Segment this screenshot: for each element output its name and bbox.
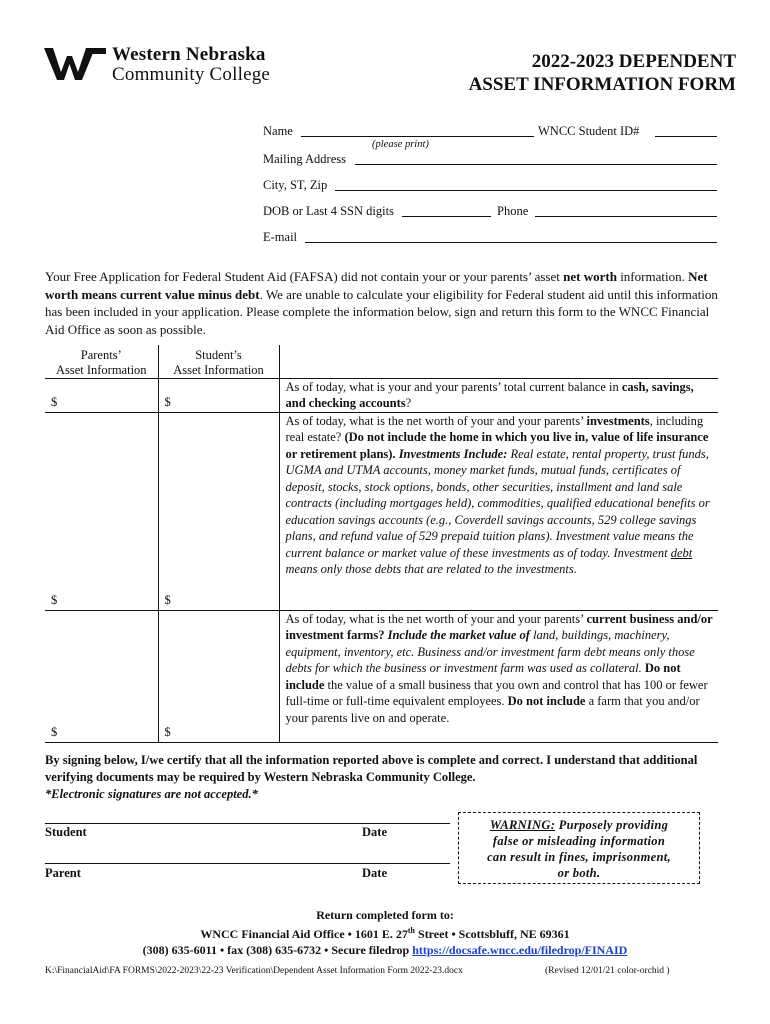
city-field[interactable] (335, 190, 717, 191)
asset-table (45, 345, 718, 743)
city-label: City, ST, Zip (263, 178, 328, 192)
title-line2: ASSET INFORMATION FORM (468, 74, 736, 95)
filedrop-link[interactable]: https://docsafe.wncc.edu/filedrop/FINAID (412, 943, 628, 957)
dob-field[interactable] (402, 216, 491, 217)
parent-signature-label: Parent (45, 866, 81, 880)
mailing-address-field[interactable] (355, 164, 717, 165)
return-address: WNCC Financial Aid Office • 1601 E. 27th Street • Scottsbluff, NE 69361 (200, 926, 570, 941)
parents-column-header: Parents’ Asset Information (45, 345, 158, 378)
logo-text-line1: Western Nebraska (112, 44, 266, 65)
student-id-field[interactable] (655, 136, 717, 137)
student-signature-line[interactable] (45, 823, 450, 824)
parents-cash-input[interactable]: $ (45, 378, 158, 412)
print-hint: (please print) (372, 139, 429, 150)
parent-signature-line[interactable] (45, 863, 450, 864)
phone-field[interactable] (535, 216, 717, 217)
return-contact: (308) 635-6011 • fax (308) 635-6732 • Secure filedrop https://docsafe.wncc.edu/filedrop/FINAID (142, 943, 628, 957)
parents-business-input[interactable]: $ (45, 610, 158, 742)
title-line1: 2022-2023 DEPENDENT (531, 51, 736, 72)
students-cash-input[interactable]: $ (158, 378, 279, 412)
return-heading: Return completed form to: (316, 908, 454, 922)
parent-date-label: Date (362, 866, 387, 880)
name-field[interactable] (301, 136, 534, 137)
student-signature-label: Student (45, 825, 87, 839)
students-investments-input[interactable]: $ (158, 412, 279, 610)
parents-investments-input[interactable]: $ (45, 412, 158, 610)
students-column-header: Student’s Asset Information (158, 345, 279, 378)
mailing-address-label: Mailing Address (263, 152, 346, 166)
student-id-label: WNCC Student ID# (538, 124, 640, 138)
form-title (469, 50, 736, 96)
warning-box: WARNING: Purposely providing false or misleading information can result in fines, imprisonment, or both. (458, 812, 700, 884)
question-business: As of today, what is the net worth of your and your parents’ current business and/or investment farms? Include the market value of land, buildings, machinery, equipment, inventory, etc. Business and/or investment farm debt means only those debts for which the business or investment farm was used as collateral. Do not include the value of a small business that you own and control that has 100 or fewer full-time or full-time equivalent employees. Do not include a farm that you and/or your parents live on and operate. (279, 610, 718, 742)
intro-paragraph: Your Free Application for Federal Student Aid (FAFSA) did not contain your or your parents’ asset net worth information. Net worth means current value minus debt. We are unable to calculate your eligibility for Federal student aid until this information has been included in your application. Please complete the information below, sign and return this form to the WNCC Financial Aid Office as soon as possible. (45, 269, 718, 337)
student-date-label: Date (362, 825, 387, 839)
footer-path: K:\FinancialAid\FA FORMS\2022-2023\22-23 Verification\Dependent Asset Information Form 2022-23.docx (45, 966, 463, 976)
question-cash: As of today, what is your and your parents’ total current balance in cash, savings, and checking accounts? (279, 378, 718, 412)
dob-label: DOB or Last 4 SSN digits (263, 204, 394, 218)
footer-revised: (Revised 12/01/21 color-orchid ) (545, 966, 670, 976)
name-label: Name (263, 124, 293, 138)
logo-text-line2: Community College (112, 64, 271, 85)
email-label: E-mail (263, 230, 298, 244)
question-investments: As of today, what is the net worth of your and your parents’ investments, including real estate? (Do not include the home in which you live in, value of life insurance or retirement plans). Investments Include: Real estate, rental property, trust funds, UGMA and UTMA accounts, money market funds, mutual funds, certificates of deposit, stocks, stock options, bonds, other securities, installment and land sale contracts (including mortgages held), commodities, qualified educational benefits or education savings accounts (e.g., Coverdell savings accounts, 529 college savings plans, and refund value of 529 prepaid tuition plans). Investment value means the current balance or market value of these investments as of today. Investment debt means only those debts that are related to the investments. (279, 412, 718, 610)
return-info (0, 907, 770, 958)
phone-label: Phone (497, 204, 529, 218)
certification-text: By signing below, I/we certify that all the information reported above is complete and correct. I understand that additional verifying documents may be required by Western Nebraska Community College. *Electronic signatures are not accepted.* (45, 753, 698, 801)
wncc-logo-mark (44, 46, 106, 82)
email-field[interactable] (305, 242, 717, 243)
students-business-input[interactable]: $ (158, 610, 279, 742)
